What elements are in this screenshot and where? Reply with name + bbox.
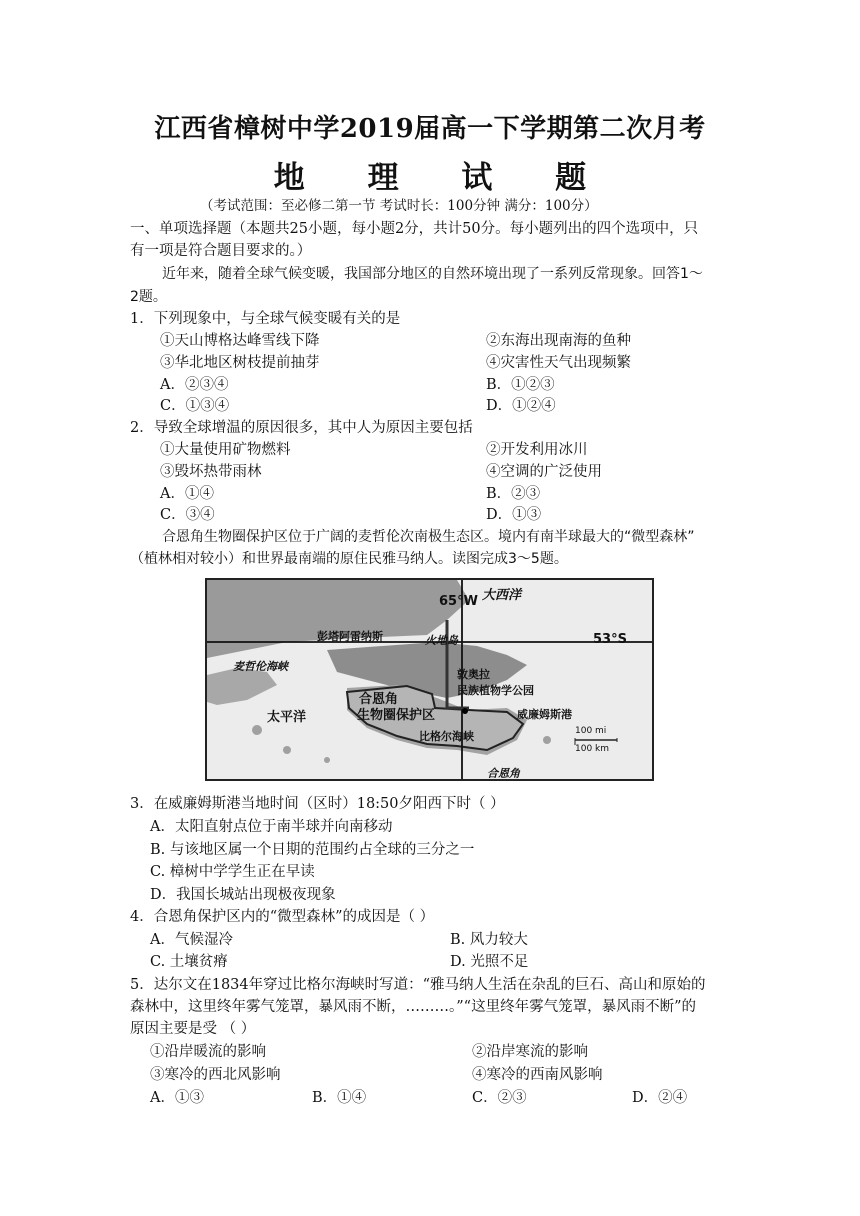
q1-opt1: ①天山博格达峰雪线下降 [160, 333, 320, 349]
q1-choice-a: A．②③④ [160, 377, 229, 393]
q4-choice-c: C. 土壤贫瘠 [150, 954, 228, 970]
q5-stem-line1: 5．达尔文在1834年穿过比格尔海峡时写道：“雅马纳人生活在杂乱的巨石、高山和原始的 [130, 977, 706, 993]
q5-choice-c: C．②③ [472, 1090, 527, 1106]
map-label-cape-horn: 合恩角 [487, 767, 520, 780]
map-label-park-1: 敦奥拉 [457, 668, 490, 681]
q1-choice-b: B．①②③ [486, 377, 555, 393]
q1-opt4: ④灾害性天气出现频繁 [486, 355, 631, 371]
q2-choice-d: D．①③ [486, 507, 542, 523]
q1-opt2: ②东海出现南海的鱼种 [486, 333, 631, 349]
q2-choice-a: A．①④ [160, 486, 214, 502]
map-scale-km: 100 km [575, 744, 610, 754]
q2-opt3: ③毁坏热带雨林 [160, 464, 262, 480]
q5-choice-b: B．①④ [312, 1090, 367, 1106]
q5-opt4: ④寒冷的西南风影响 [472, 1067, 603, 1083]
map-label-atlantic: 大西洋 [482, 588, 522, 603]
intro1-line1: 近年来，随着全球气候变暖，我国部分地区的自然环境出现了一系列反常现象。回答1～ [162, 266, 703, 282]
intro1-line2: 2题。 [130, 289, 167, 305]
q2-choice-b: B．②③ [486, 486, 541, 502]
q5-choice-d: D．②④ [632, 1090, 688, 1106]
q2-opt2: ②开发利用冰川 [486, 442, 588, 458]
q4-choice-d: D. 光照不足 [450, 954, 529, 970]
q5-choice-a: A．①③ [150, 1090, 204, 1106]
q5-opt3: ③寒冷的西北风影响 [150, 1067, 281, 1083]
q3-choice-c: C. 樟树中学学生正在早读 [150, 864, 315, 880]
map-label-beagle: 比格尔海峡 [419, 730, 474, 743]
q3-stem: 3．在威廉姆斯港当地时间（区时）18:50夕阳西下时（ ） [130, 796, 505, 812]
map-label-magellan: 麦哲伦海峡 [233, 660, 288, 673]
map-scale-mi: 100 mi [575, 726, 607, 736]
map-label-parallel: 53°S [593, 632, 627, 647]
q5-opt1: ①沿岸暖流的影响 [150, 1044, 266, 1060]
school-title: 江西省樟树中学2019届高一下学期第二次月考 [154, 114, 706, 144]
q3-choice-d: D．我国长城站出现极夜现象 [150, 887, 336, 903]
q2-opt1: ①大量使用矿物燃料 [160, 442, 291, 458]
intro2-line2: （植林相对较小）和世界最南端的原住民雅马纳人。读图完成3～5题。 [130, 551, 568, 567]
map-label-meridian: 65°W [439, 594, 478, 609]
q3-choice-a: A．太阳直射点位于南半球并向南移动 [150, 819, 393, 835]
q2-stem: 2．导致全球增温的原因很多，其中人为原因主要包括 [130, 420, 473, 436]
map-label-pacific: 太平洋 [267, 710, 307, 725]
map-label-reserve-1: 合恩角 [359, 692, 399, 707]
q4-stem: 4．合恩角保护区内的“微型森林”的成因是（ ） [130, 909, 435, 925]
subject-title: 地 理 试 题 [273, 160, 613, 196]
section-heading-line2: 有一项是符合题目要求的。） [130, 243, 312, 259]
q1-opt3: ③华北地区树枝提前抽芽 [160, 355, 320, 371]
q5-stem-line2: 森林中，这里终年雾气笼罩，暴风雨不断，………。”“这里终年雾气笼罩，暴风雨不断”的 [130, 999, 696, 1015]
map-label-tierra-del-fuego: 火地岛 [425, 634, 458, 647]
intro2-line1: 合恩角生物圈保护区位于广阔的麦哲伦次南极生态区。境内有南半球最大的“微型森林” [162, 529, 695, 545]
q2-opt4: ④空调的广泛使用 [486, 464, 602, 480]
map-label-williams: 威廉姆斯港 [517, 708, 572, 721]
q1-choice-c: C．①③④ [160, 398, 230, 414]
exam-info: （考试范围：至必修二第一节 考试时长：100分钟 满分：100分） [200, 198, 598, 214]
q1-stem: 1．下列现象中，与全球气候变暖有关的是 [130, 311, 401, 327]
q1-choice-d: D．①②④ [486, 398, 556, 414]
map-label-reserve-2: 生物圈保护区 [357, 708, 436, 723]
q4-choice-b: B. 风力较大 [450, 932, 528, 948]
map-label-punta-arenas: 彭塔阿雷纳斯 [317, 630, 383, 643]
section-heading-line1: 一、单项选择题（本题共25小题，每小题2分，共计50分。每小题列出的四个选项中，只 [130, 221, 699, 237]
map-label-park-2: 民族植物学公园 [457, 684, 534, 697]
cape-horn-map [205, 578, 654, 781]
q5-opt2: ②沿岸寒流的影响 [472, 1044, 588, 1060]
q2-choice-c: C．③④ [160, 507, 215, 523]
q4-choice-a: A．气候湿冷 [150, 932, 233, 948]
q3-choice-b: B. 与该地区属一个日期的范围约占全球的三分之一 [150, 842, 475, 858]
q5-stem-line3: 原因主要是受 （ ） [130, 1021, 256, 1037]
